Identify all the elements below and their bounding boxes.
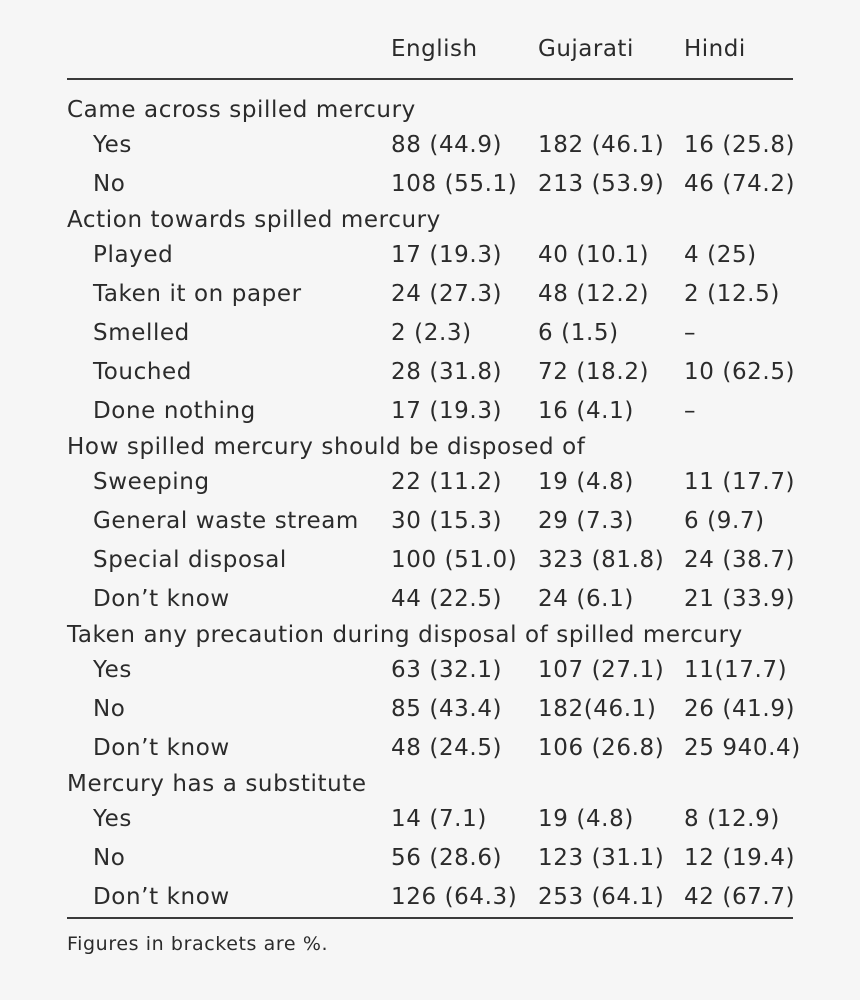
table-row [67, 502, 793, 541]
cell-english: 14 (7.1) [391, 806, 487, 832]
cell-hindi: 46 (74.2) [684, 171, 796, 197]
cell-gujarati: 19 (4.8) [538, 806, 634, 832]
table-row [67, 314, 793, 353]
cell-gujarati: 182 (46.1) [538, 132, 665, 158]
cell-english: 48 (24.5) [391, 735, 503, 761]
cell-gujarati: 123 (31.1) [538, 845, 665, 871]
cell-gujarati: 182(46.1) [538, 696, 657, 722]
cell-hindi: 11 (17.7) [684, 469, 796, 495]
row-label: No [93, 171, 126, 197]
cell-english: 56 (28.6) [391, 845, 503, 871]
table-row [67, 541, 796, 580]
cell-english: 44 (22.5) [391, 586, 503, 612]
cell-gujarati: 213 (53.9) [538, 171, 665, 197]
table-row [67, 800, 793, 839]
table-body [67, 80, 801, 919]
section-title: Mercury has a substitute [67, 771, 367, 797]
row-label: Smelled [93, 320, 190, 346]
cell-gujarati: 16 (4.1) [538, 398, 634, 424]
row-label: Yes [93, 132, 132, 158]
table-row [67, 878, 796, 917]
cell-gujarati: 19 (4.8) [538, 469, 634, 495]
cell-english: 22 (11.2) [391, 469, 503, 495]
cell-english: 30 (15.3) [391, 508, 503, 534]
cell-english: 24 (27.3) [391, 281, 503, 307]
cell-gujarati: 72 (18.2) [538, 359, 650, 385]
table-row [67, 463, 796, 502]
cell-hindi: – [684, 320, 697, 346]
cell-english: 17 (19.3) [391, 398, 503, 424]
table-row [67, 236, 793, 275]
cell-hindi: – [684, 398, 697, 424]
row-label: Don’t know [93, 884, 230, 910]
cell-english: 100 (51.0) [391, 547, 518, 573]
cell-hindi: 25 940.4) [684, 735, 801, 761]
cell-gujarati: 107 (27.1) [538, 657, 665, 683]
cell-hindi: 6 (9.7) [684, 508, 765, 534]
row-label: Played [93, 242, 174, 268]
cell-hindi: 8 (12.9) [684, 806, 780, 832]
section-title: Came across spilled mercury [67, 97, 416, 123]
cell-gujarati: 40 (10.1) [538, 242, 650, 268]
cell-hindi: 16 (25.8) [684, 132, 796, 158]
cell-gujarati: 29 (7.3) [538, 508, 634, 534]
cell-english: 88 (44.9) [391, 132, 503, 158]
table-row [67, 392, 793, 431]
row-label: Taken it on paper [93, 281, 302, 307]
table-footnote: Figures in brackets are %. [67, 933, 329, 955]
cell-hindi: 26 (41.9) [684, 696, 796, 722]
table-row [67, 126, 796, 165]
table-row [67, 275, 793, 314]
header-hindi: Hindi [684, 36, 746, 62]
cell-hindi: 21 (33.9) [684, 586, 796, 612]
cell-gujarati: 6 (1.5) [538, 320, 619, 346]
cell-hindi: 11(17.7) [684, 657, 788, 683]
table-row [67, 353, 796, 392]
table-row [67, 651, 793, 690]
survey-table [67, 30, 801, 919]
cell-gujarati: 323 (81.8) [538, 547, 665, 573]
table-row [67, 165, 796, 204]
row-label: Yes [93, 806, 132, 832]
cell-english: 2 (2.3) [391, 320, 472, 346]
cell-english: 85 (43.4) [391, 696, 503, 722]
row-label: Special disposal [93, 547, 287, 573]
row-label: Don’t know [93, 586, 230, 612]
section-title: How spilled mercury should be disposed of [67, 434, 586, 460]
row-label: Don’t know [93, 735, 230, 761]
table-row [67, 580, 796, 619]
cell-gujarati: 24 (6.1) [538, 586, 634, 612]
header-gujarati: Gujarati [538, 36, 634, 62]
table-header [67, 30, 793, 80]
cell-english: 126 (64.3) [391, 884, 518, 910]
cell-gujarati: 253 (64.1) [538, 884, 665, 910]
cell-hindi: 4 (25) [684, 242, 757, 268]
row-label: Sweeping [93, 469, 210, 495]
row-label: No [93, 696, 126, 722]
row-label: Yes [93, 657, 132, 683]
row-label: Done nothing [93, 398, 256, 424]
header-english: English [391, 36, 478, 62]
table-row [67, 690, 796, 729]
cell-gujarati: 106 (26.8) [538, 735, 665, 761]
section-title: Action towards spilled mercury [67, 207, 441, 233]
cell-hindi: 2 (12.5) [684, 281, 780, 307]
cell-hindi: 12 (19.4) [684, 845, 796, 871]
table-row [67, 729, 801, 768]
cell-english: 28 (31.8) [391, 359, 503, 385]
cell-hindi: 42 (67.7) [684, 884, 796, 910]
cell-english: 108 (55.1) [391, 171, 518, 197]
cell-english: 63 (32.1) [391, 657, 503, 683]
cell-hindi: 24 (38.7) [684, 547, 796, 573]
row-label: General waste stream [93, 508, 359, 534]
cell-hindi: 10 (62.5) [684, 359, 796, 385]
row-label: Touched [93, 359, 192, 385]
cell-english: 17 (19.3) [391, 242, 503, 268]
row-label: No [93, 845, 126, 871]
table-row [67, 839, 796, 878]
section-title: Taken any precaution during disposal of spilled mercury [67, 622, 743, 648]
cell-gujarati: 48 (12.2) [538, 281, 650, 307]
